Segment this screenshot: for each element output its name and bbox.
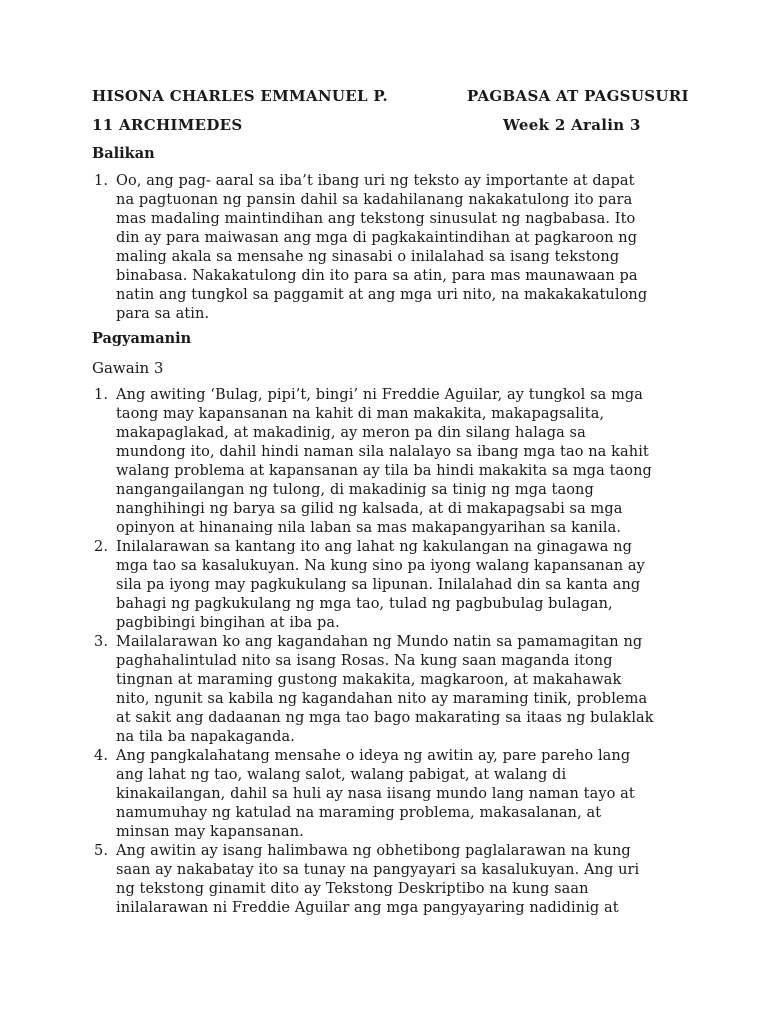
section-heading-pagyamanin: Pagyamanin xyxy=(92,330,192,347)
section-heading-balikan: Balikan xyxy=(92,145,155,162)
item-text: Ang awiting ‘Bulag, pipi’t, bingi’ ni Freddie Aguilar, ay tungkol sa mga taong may kapansanan na kahit di man makakita, makapagsalita, makapaglakad, at makadinig, ay meron pa din silang halaga sa mundong ito, dahil hindi naman sila nalalayo sa ibang mga tao na kahit walang problema at kapansanan ay tila ba hindi makakita sa mga taong nangangailangan ng tulong, di makadinig sa tinig ng mga taong nanghihingi ng barya sa gilid ng kalsada, at di makapagsabi sa mga opinyon at hinanaing nila laban sa mas makapangyarihan sa kanila. xyxy=(116,387,652,536)
item-number: 5. xyxy=(94,843,109,859)
item-text: Oo, ang pag- aaral sa iba’t ibang uri ng teksto ay importante at dapat na pagtuonan ng pansin dahil sa kadahilanang nakakatulong ito para mas madaling maintindihan ang tekstong sinusulat ng nagbabasa. Ito din ay para maiwasan ang mga di pagkakaintindihan at pagkaroon ng maling akala sa mensahe ng sinasabi o inilalahad sa isang tekstong binabasa. Nakakatulong din ito para sa atin, para mas maunawaan pa natin ang tungkol sa paggamit at ang mga uri nito, na makakakatulong para sa atin. xyxy=(116,173,648,322)
list-item xyxy=(94,747,656,842)
subject-title: PAGBASA AT PAGSUSURI xyxy=(467,87,689,105)
class-section: 11 ARCHIMEDES xyxy=(92,116,243,134)
item-text: Inilalarawan sa kantang ito ang lahat ng kakulangan na ginagawa ng mga tao sa kasalukuyan. Na kung sino pa iyong walang kapansanan ay sila pa iyong may pagkukulang sa lipunan. Inilalahad din sa kanta ang bahagi ng pagkukulang ng mga tao, tulad ng pagbubulag bulagan, pagbibingi bingihan at iba pa. xyxy=(116,539,645,631)
item-number: 1. xyxy=(94,173,109,189)
activity-heading: Gawain 3 xyxy=(92,359,164,377)
item-number: 2. xyxy=(94,539,109,555)
item-text: Mailalarawan ko ang kagandahan ng Mundo natin sa pamamagitan ng paghahalintulad nito sa isang Rosas. Na kung saan maganda itong tingnan at maraming gustong makakita, magkaroon, at makahawak nito, ngunit sa kabila ng kagandahan nito ay maraming tinik, problema at sakit ang dadaanan ng mga tao bago makarating sa itaas ng bulaklak na tila ba napakaganda. xyxy=(116,634,654,745)
item-number: 1. xyxy=(94,387,109,403)
week-lesson: Week 2 Aralin 3 xyxy=(503,116,641,134)
list-item xyxy=(94,842,656,918)
list-item xyxy=(94,172,656,324)
balikan-list xyxy=(94,172,656,324)
item-text: Ang pangkalahatang mensahe o ideya ng awitin ay, pare pareho lang ang lahat ng tao, walang salot, walang pabigat, at walang di kinakailangan, dahil sa huli ay nasa iisang mundo lang naman tayo at namumuhay ng katulad na maraming problema, makasalanan, at minsan may kapansanan. xyxy=(116,748,635,840)
student-name: HISONA CHARLES EMMANUEL P. xyxy=(92,87,389,105)
item-number: 3. xyxy=(94,634,109,650)
item-number: 4. xyxy=(94,748,109,764)
list-item xyxy=(94,538,656,633)
list-item xyxy=(94,633,656,747)
item-text: Ang awitin ay isang halimbawa ng obhetibong paglalarawan na kung saan ay nakabatay ito sa tunay na pangyayari sa kasalukuyan. Ang uri ng tekstong ginamit dito ay Tekstong Deskriptibo na kung saan inilalarawan ni Freddie Aguilar ang mga pangyayaring nadidinig at xyxy=(116,843,640,916)
pagyamanin-list xyxy=(94,386,656,918)
list-item xyxy=(94,386,656,538)
